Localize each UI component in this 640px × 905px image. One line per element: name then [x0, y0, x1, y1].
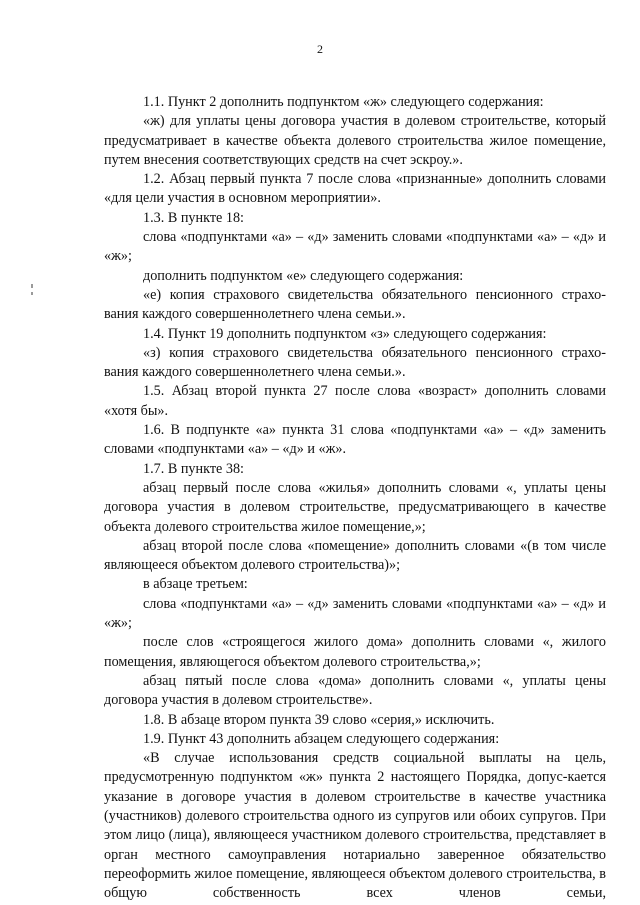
- paragraph-1-7-after: после слов «строящегося жилого дома» дополнить словами «, жилого помещения, являющегося объектом долевого строительства,»;: [104, 634, 606, 670]
- paragraph-1-1: 1.1. Пункт 2 дополнить подпунктом «ж» следующего содержания:: [143, 94, 544, 110]
- paragraph-1-5: 1.5. Абзац второй пункта 27 после слова «возраст» дополнить словами «хотя бы».: [104, 383, 606, 419]
- margin-mark-1: [31, 284, 33, 288]
- document-body: [104, 93, 606, 903]
- paragraph-1-7-fifth: абзац пятый после слова «дома» дополнить словами «, уплаты цены договора участия в долевом строительстве».: [104, 672, 606, 709]
- margin-mark-2: [31, 292, 33, 295]
- paragraph-quote-zh: «ж) для уплаты цены договора участия в долевом строительстве, который предусматривает в качестве объекта долевого строительства жилое помещение, путем внесения соответствующих средств на счет эскроу.».: [104, 113, 606, 168]
- paragraph-1-3-words: слова «подпунктами «а» – «д» заменить словами «подпунктами «а» – «д» и «ж»;: [104, 229, 606, 265]
- paragraph-1-3-add: дополнить подпунктом «е» следующего содержания:: [143, 267, 464, 284]
- paragraph-quote-e: «е) копия страхового свидетельства обязательного пенсионного страхо-вания каждого совершеннолетнего члена семьи.».: [104, 286, 606, 323]
- paragraph-quote-43: «В случае использования средств социальной выплаты на цель, предусмотренную подпунктом «ж» пункта 2 настоящего Порядка, допус-кается указание в договоре участия в долевом строительстве в качестве участника (участников) долевого строительства одного из супругов или обоих супругов. При этом лицо (лица), являющееся участником долевого строительства, представляет в орган местного самоуправления нотариально заверенное обязательство переоформить жилое помещение, являющееся объектом долевого строительства, в общую собственность всех членов семьи,: [104, 750, 606, 902]
- paragraph-1-7-second: абзац второй после слова «помещение» дополнить словами «(в том числе являющееся объектом долевого строительства)»;: [104, 537, 606, 574]
- paragraph-1-7: 1.7. В пункте 38:: [143, 460, 244, 477]
- paragraph-1-4: 1.4. Пункт 19 дополнить подпунктом «з» следующего содержания:: [143, 325, 547, 342]
- paragraph-1-7-words: слова «подпунктами «а» – «д» заменить словами «подпунктами «а» – «д» и «ж»;: [104, 595, 606, 632]
- paragraph-1-7-third: в абзаце третьем:: [143, 576, 248, 593]
- paragraph-quote-z: «з) копия страхового свидетельства обязательного пенсионного страхо-вания каждого совершеннолетнего члена семьи.».: [104, 344, 606, 381]
- paragraph-1-7-first: абзац первый после слова «жилья» дополнить словами «, уплаты цены договора участия в долевом строительстве, предусматривающего в качестве объекта долевого строительства жилое помещение,»;: [104, 479, 606, 535]
- paragraph-1-9: 1.9. Пункт 43 дополнить абзацем следующего содержания:: [143, 730, 500, 747]
- page-number: 2: [317, 42, 323, 56]
- paragraph-1-6: 1.6. В подпункте «а» пункта 31 слова «подпунктами «а» – «д» заменить словами «подпунктами «а» – «д» и «ж».: [104, 422, 606, 458]
- paragraph-1-8: 1.8. В абзаце втором пункта 39 слово «серия,» исключить.: [143, 711, 495, 728]
- paragraph-1-3: 1.3. В пункте 18:: [143, 209, 244, 226]
- paragraph-1-2: 1.2. Абзац первый пункта 7 после слова «признанные» дополнить словами «для цели участия в основном мероприятии».: [104, 171, 606, 207]
